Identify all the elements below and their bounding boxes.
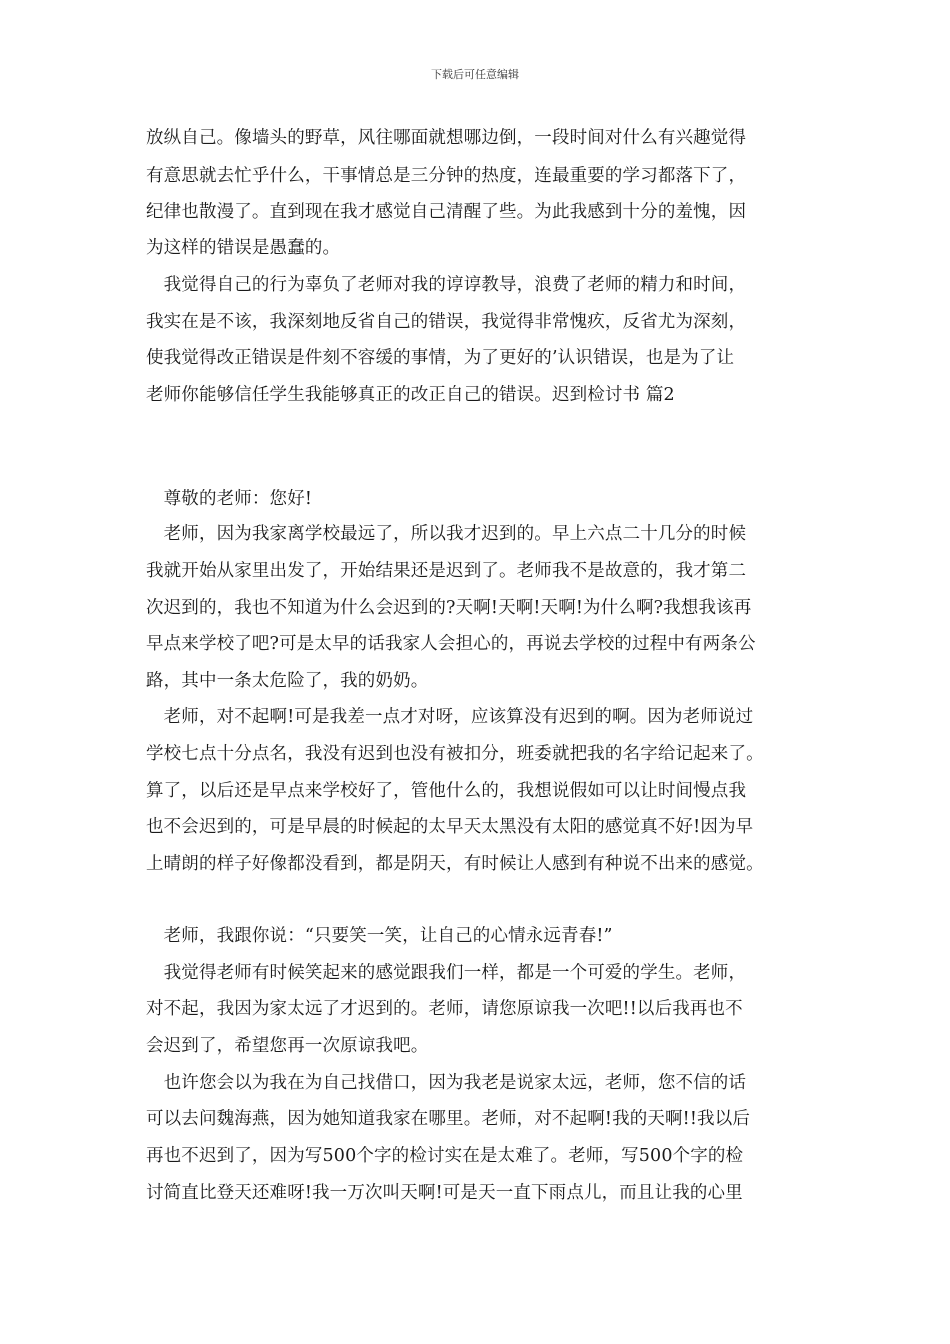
text-line: 我实在是不该，我深刻地反省自己的错误，我觉得非常愧疚，反省尤为深刻， [146,312,747,332]
text-line: 老师，因为我家离学校最远了，所以我才迟到的。早上六点二十几分的时候 [146,524,747,544]
text-line: 再也不迟到了，因为写500个字的检讨实在是太难了。老师，写500个字的检 [146,1146,744,1166]
text-line: 老师你能够信任学生我能够真正的改正自己的错误。迟到检讨书 篇2 [146,385,675,405]
text-line: 也许您会以为我在为自己找借口，因为我老是说家太远，老师，您不信的话 [146,1073,747,1093]
text-line: 我觉得老师有时候笑起来的感觉跟我们一样，都是一个可爱的学生。老师， [146,963,747,983]
text-line: 路，其中一条太危险了，我的奶奶。 [146,671,429,691]
text-line: 老师，我跟你说：“只要笑一笑，让自己的心情永远青春!” [146,926,613,946]
text-line: 上晴朗的样子好像都没看到，都是阴天，有时候让人感到有种说不出来的感觉。 [146,854,764,874]
text-line: 也不会迟到的，可是早晨的时候起的太早天太黑没有太阳的感觉真不好!因为早 [146,817,754,837]
text-line: 可以去问魏海燕，因为她知道我家在哪里。老师，对不起啊!我的天啊!!我以后 [146,1109,750,1129]
text-line: 我就开始从家里出发了，开始结果还是迟到了。老师我不是故意的，我才第二 [146,561,747,581]
text-line: 有意思就去忙乎什么，干事情总是三分钟的热度，连最重要的学习都落下了， [146,166,747,186]
page-header: 下载后可任意编辑 [431,68,519,81]
text-line: 对不起，我因为家太远了才迟到的。老师，请您原谅我一次吧!!以后我再也不 [146,999,743,1019]
text-line: 为这样的错误是愚蠢的。 [146,238,341,258]
salutation: 尊敬的老师：您好! [146,489,313,509]
text-line: 老师，对不起啊!可是我差一点才对呀，应该算没有迟到的啊。因为老师说过 [146,707,754,727]
text-line: 放纵自己。像墙头的野草，风往哪面就想哪边倒，一段时间对什么有兴趣觉得 [146,128,747,148]
text-line: 早点来学校了吧?可是太早的话我家人会担心的，再说去学校的过程中有两条公 [146,634,756,654]
text-line: 我觉得自己的行为辜负了老师对我的谆谆教导，浪费了老师的精力和时间， [146,275,747,295]
text-line: 算了，以后还是早点来学校好了，管他什么的，我想说假如可以让时间慢点我 [146,781,747,801]
text-line: 次迟到的，我也不知道为什么会迟到的?天啊!天啊!天啊!为什么啊?我想我该再 [146,598,752,618]
text-line: 讨简直比登天还难呀!我一万次叫天啊!可是天一直下雨点儿，而且让我的心里 [146,1183,743,1203]
text-line: 学校七点十分点名，我没有迟到也没有被扣分，班委就把我的名字给记起来了。 [146,744,764,764]
text-line: 会迟到了，希望您再一次原谅我吧。 [146,1036,429,1056]
text-line: 纪律也散漫了。直到现在我才感觉自己清醒了些。为此我感到十分的羞愧，因 [146,202,747,222]
text-line: 使我觉得改正错误是件刻不容缓的事情，为了更好的’认识错误，也是为了让 [146,348,735,368]
